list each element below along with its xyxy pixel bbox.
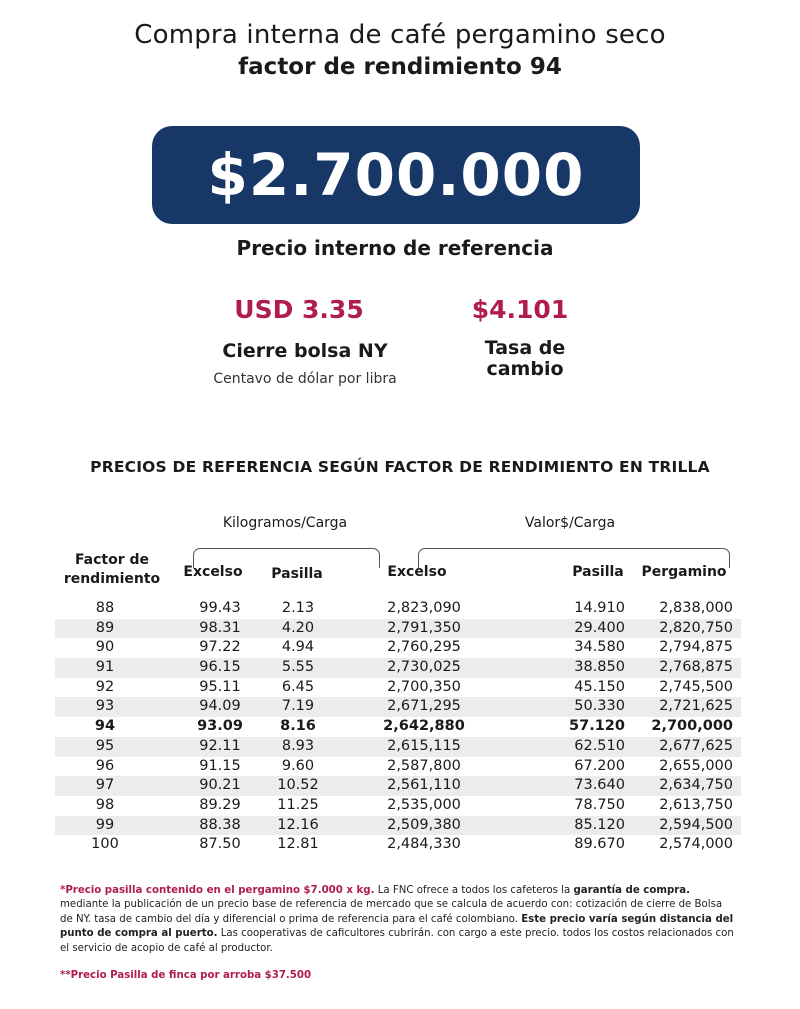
cell-pergamino: 2,574,000 bbox=[659, 836, 733, 853]
footnote-distance-note: Este precio varía según distancia del punto de compra al puerto. bbox=[60, 913, 734, 940]
cell-pasilla-value: 78.750 bbox=[574, 796, 625, 813]
cell-pasilla-value: 85.120 bbox=[574, 816, 625, 833]
table-row bbox=[55, 757, 741, 777]
cell-factor: 92 bbox=[95, 678, 115, 695]
cell-pergamino: 2,768,875 bbox=[659, 659, 733, 676]
exchange-rate-value: $4.101 bbox=[471, 295, 569, 324]
cell-excelso-kg: 92.11 bbox=[199, 737, 241, 754]
cell-factor: 90 bbox=[95, 639, 115, 656]
cell-excelso-kg: 94.09 bbox=[199, 698, 241, 715]
cell-pergamino: 2,745,500 bbox=[659, 678, 733, 695]
footnote-pasilla-price: *Precio pasilla contenido en el pergamino $7.000 x kg. bbox=[60, 885, 375, 896]
cell-pasilla-kg: 12.81 bbox=[277, 836, 319, 853]
cell-factor: 95 bbox=[95, 737, 115, 754]
page-title: Compra interna de café pergamino seco bbox=[134, 20, 666, 50]
cell-excelso-value: 2,791,350 bbox=[387, 619, 461, 636]
cell-pasilla-value: 38.850 bbox=[574, 659, 625, 676]
footnote-text-3: Las cooperativas de caficultores cubrirán. con cargo a este precio. todos los costos relacionados con el servicio de acopio de café al productor. bbox=[60, 928, 734, 954]
cell-pasilla-kg: 7.19 bbox=[281, 698, 315, 715]
cell-factor: 88 bbox=[95, 600, 115, 616]
cell-excelso-kg: 93.09 bbox=[197, 718, 243, 735]
table-row-highlighted bbox=[55, 717, 741, 737]
cell-pasilla-kg: 9.60 bbox=[281, 757, 315, 774]
cell-pasilla-kg: 12.16 bbox=[277, 816, 319, 833]
cell-factor: 93 bbox=[95, 698, 115, 715]
section-title: PRECIOS DE REFERENCIA SEGÚN FACTOR DE RENDIMIENTO EN TRILLA bbox=[90, 458, 710, 476]
ny-close-value: USD 3.35 bbox=[234, 295, 364, 324]
cell-pergamino: 2,838,000 bbox=[659, 600, 733, 616]
cell-pasilla-value: 89.670 bbox=[574, 836, 625, 853]
cell-pergamino: 2,700,000 bbox=[651, 718, 733, 735]
exchange-rate-label-line1: Tasa de bbox=[484, 337, 566, 359]
col-header-pasilla-kg: Pasilla bbox=[271, 566, 323, 582]
footnote-guarantee: garantía de compra. bbox=[573, 885, 691, 896]
cell-excelso-value: 2,823,090 bbox=[387, 600, 461, 616]
cell-pergamino: 2,794,875 bbox=[659, 639, 733, 656]
cell-excelso-kg: 98.31 bbox=[199, 619, 241, 636]
footnote-farm-pasilla: **Precio Pasilla de finca por arroba $37.500 bbox=[60, 970, 312, 981]
group-header-value: Valor$/Carga bbox=[524, 515, 616, 531]
cell-factor: 89 bbox=[95, 619, 115, 636]
cell-pasilla-kg: 10.52 bbox=[277, 777, 319, 794]
cell-excelso-kg: 96.15 bbox=[199, 659, 241, 676]
table-row bbox=[55, 737, 741, 757]
table-row bbox=[55, 599, 741, 619]
cell-excelso-value: 2,700,350 bbox=[387, 678, 461, 695]
cell-pasilla-kg: 4.20 bbox=[281, 619, 315, 636]
cell-excelso-value: 2,760,295 bbox=[387, 639, 461, 656]
cell-pasilla-kg: 8.93 bbox=[281, 737, 315, 754]
cell-excelso-kg: 88.38 bbox=[199, 816, 241, 833]
cell-excelso-value: 2,642,880 bbox=[383, 718, 465, 735]
table-row bbox=[55, 835, 741, 855]
cell-excelso-value: 2,730,025 bbox=[387, 659, 461, 676]
cell-excelso-kg: 87.50 bbox=[199, 836, 241, 853]
cell-pergamino: 2,820,750 bbox=[659, 619, 733, 636]
cell-excelso-kg: 95.11 bbox=[199, 678, 241, 695]
table-row bbox=[55, 658, 741, 678]
cell-pasilla-value: 67.200 bbox=[574, 757, 625, 774]
cell-factor: 99 bbox=[95, 816, 115, 833]
reference-price-box: $2.700.000 bbox=[152, 126, 640, 224]
exchange-rate-label-line2: cambio bbox=[486, 358, 564, 380]
cell-excelso-value: 2,561,110 bbox=[387, 777, 461, 794]
cell-pergamino: 2,721,625 bbox=[659, 698, 733, 715]
cell-excelso-value: 2,509,380 bbox=[387, 816, 461, 833]
cell-pasilla-kg: 4.94 bbox=[281, 639, 315, 656]
cell-pasilla-kg: 11.25 bbox=[277, 796, 319, 813]
reference-price-caption: Precio interno de referencia bbox=[236, 236, 554, 260]
table-row bbox=[55, 697, 741, 717]
cell-pasilla-value: 62.510 bbox=[574, 737, 625, 754]
cell-pasilla-kg: 8.16 bbox=[280, 718, 316, 735]
col-header-factor-line1: Factor de bbox=[74, 552, 150, 568]
cell-excelso-kg: 91.15 bbox=[199, 757, 241, 774]
footnote-disclaimer bbox=[60, 884, 736, 956]
cell-pasilla-value: 57.120 bbox=[569, 718, 625, 735]
cell-excelso-kg: 89.29 bbox=[199, 796, 241, 813]
col-header-pasilla-value: Pasilla bbox=[572, 564, 624, 580]
footnote-text-1: La FNC ofrece a todos los cafeteros la bbox=[374, 885, 574, 896]
footnote-text-2: mediante la publicación de un precio base de referencia de mercado que se calcula de acuerdo con: cotización de cierre de Bolsa de NY. tasa de cambio del día y diferencial o prima de referencia para el café colombiano. bbox=[60, 899, 723, 925]
col-header-factor bbox=[52, 551, 172, 589]
col-header-excelso-value: Excelso bbox=[387, 564, 447, 580]
table-row bbox=[55, 638, 741, 658]
table-row bbox=[55, 776, 741, 796]
col-header-excelso-kg: Excelso bbox=[183, 564, 243, 580]
cell-pasilla-value: 73.640 bbox=[574, 777, 625, 794]
cell-pasilla-kg: 6.45 bbox=[281, 678, 315, 695]
cell-factor: 100 bbox=[91, 836, 119, 853]
cell-excelso-kg: 99.43 bbox=[199, 600, 241, 616]
cell-pergamino: 2,677,625 bbox=[659, 737, 733, 754]
cell-pasilla-value: 34.580 bbox=[574, 639, 625, 656]
cell-factor: 96 bbox=[95, 757, 115, 774]
table-row bbox=[55, 816, 741, 836]
cell-excelso-value: 2,535,000 bbox=[387, 796, 461, 813]
cell-pergamino: 2,655,000 bbox=[659, 757, 733, 774]
cell-pasilla-kg: 5.55 bbox=[281, 659, 315, 676]
cell-pasilla-value: 45.150 bbox=[574, 678, 625, 695]
cell-pergamino: 2,634,750 bbox=[659, 777, 733, 794]
ny-close-unit: Centavo de dólar por libra bbox=[213, 371, 397, 387]
cell-excelso-value: 2,671,295 bbox=[387, 698, 461, 715]
cell-excelso-value: 2,615,115 bbox=[387, 737, 461, 754]
table-row bbox=[55, 796, 741, 816]
cell-excelso-kg: 97.22 bbox=[199, 639, 241, 656]
group-header-kg: Kilogramos/Carga bbox=[222, 515, 348, 531]
table-row bbox=[55, 678, 741, 698]
cell-pergamino: 2,613,750 bbox=[659, 796, 733, 813]
reference-price-table bbox=[55, 599, 741, 855]
cell-pasilla-value: 14.910 bbox=[574, 600, 625, 616]
cell-pergamino: 2,594,500 bbox=[659, 816, 733, 833]
cell-pasilla-value: 50.330 bbox=[574, 698, 625, 715]
cell-pasilla-kg: 2.13 bbox=[281, 600, 315, 616]
col-header-factor-line2: rendimiento bbox=[63, 571, 161, 587]
col-header-pergamino: Pergamino bbox=[641, 564, 727, 580]
page-subtitle: factor de rendimiento 94 bbox=[238, 54, 562, 80]
exchange-rate-label bbox=[455, 338, 595, 380]
cell-factor: 91 bbox=[95, 659, 115, 676]
cell-factor: 94 bbox=[94, 718, 116, 735]
table-row bbox=[55, 619, 741, 639]
cell-excelso-kg: 90.21 bbox=[199, 777, 241, 794]
cell-excelso-value: 2,587,800 bbox=[387, 757, 461, 774]
cell-factor: 98 bbox=[95, 796, 115, 813]
cell-excelso-value: 2,484,330 bbox=[387, 836, 461, 853]
ny-close-label: Cierre bolsa NY bbox=[222, 340, 388, 362]
cell-factor: 97 bbox=[95, 777, 115, 794]
cell-pasilla-value: 29.400 bbox=[574, 619, 625, 636]
